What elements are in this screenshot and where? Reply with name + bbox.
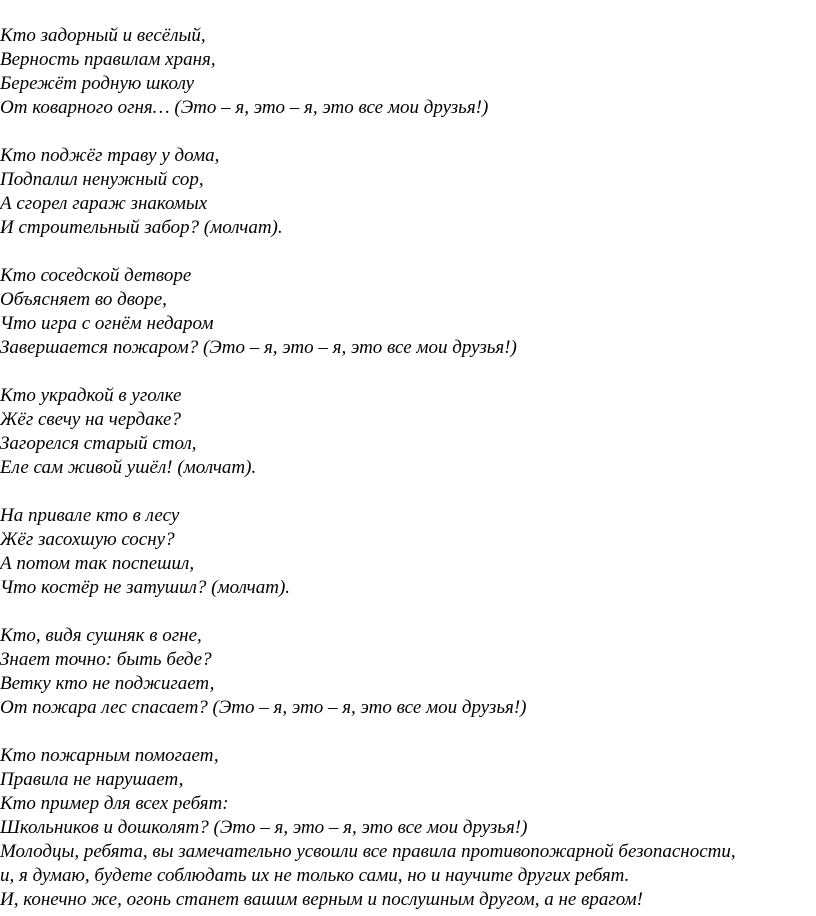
poem-line: Бережёт родную школу: [0, 73, 195, 94]
stanza-gap: [0, 600, 816, 624]
poem-line: А потом так поспешил,: [0, 553, 195, 574]
poem-line: Кто пример для всех ребят:: [0, 793, 229, 814]
poem-line: Верность правилам храня,: [0, 49, 216, 70]
poem-line: Кто украдкой в уголке: [0, 385, 182, 406]
closing-remarks: [0, 840, 816, 912]
poem-line: Еле сам живой ушёл! (молчат).: [0, 457, 257, 478]
poem-line: А сгорел гараж знакомых: [0, 193, 208, 214]
poem-line: От коварного огня… (Это – я, это – я, это все мои друзья!): [0, 97, 489, 118]
poem-line: Завершается пожаром? (Это – я, это – я, это все мои друзья!): [0, 337, 517, 358]
stanza-gap: [0, 120, 816, 144]
poem-line: Кто, видя сушняк в огне,: [0, 625, 202, 646]
poem-line: На привале кто в лесу: [0, 505, 180, 526]
stanza-7: [0, 744, 816, 840]
stanza-2: [0, 144, 816, 240]
poem-line: Объясняет во дворе,: [0, 289, 167, 310]
poem-line: Кто задорный и весёлый,: [0, 25, 206, 46]
poem-line: Подпалил ненужный сор,: [0, 169, 204, 190]
stanza-4: [0, 384, 816, 480]
poem-line: Жёг засохшую сосну?: [0, 529, 175, 550]
stanza-gap: [0, 360, 816, 384]
poem-line: Что игра с огнём недаром: [0, 313, 214, 334]
poem-line: Кто соседской детворе: [0, 265, 192, 286]
document-page: [0, 24, 816, 912]
poem-line: От пожара лес спасает? (Это – я, это – я, это все мои друзья!): [0, 697, 527, 718]
stanza-5: [0, 504, 816, 600]
poem-line: Кто поджёг траву у дома,: [0, 145, 220, 166]
poem-line: Кто пожарным помогает,: [0, 745, 219, 766]
stanza-gap: [0, 240, 816, 264]
poem-line: И строительный забор? (молчат).: [0, 217, 283, 238]
stanza-gap: [0, 480, 816, 504]
closing-line: И, конечно же, огонь станет вашим верным и послушным другом, а не врагом!: [0, 889, 643, 910]
closing-line: Молодцы, ребята, вы замечательно усвоили все правила противопожарной безопасности,: [0, 841, 736, 862]
poem-line: Школьников и дошколят? (Это – я, это – я, это все мои друзья!): [0, 817, 528, 838]
poem-line: Знает точно: быть беде?: [0, 649, 212, 670]
stanza-1: [0, 24, 816, 120]
poem-line: Ветку кто не поджигает,: [0, 673, 215, 694]
poem-line: Что костёр не затушил? (молчат).: [0, 577, 291, 598]
poem-line: Жёг свечу на чердаке?: [0, 409, 181, 430]
stanza-3: [0, 264, 816, 360]
stanza-gap: [0, 720, 816, 744]
stanza-6: [0, 624, 816, 720]
closing-line: и, я думаю, будете соблюдать их не только сами, но и научите других ребят.: [0, 865, 630, 886]
poem-line: Загорелся старый стол,: [0, 433, 197, 454]
poem-line: Правила не нарушает,: [0, 769, 184, 790]
